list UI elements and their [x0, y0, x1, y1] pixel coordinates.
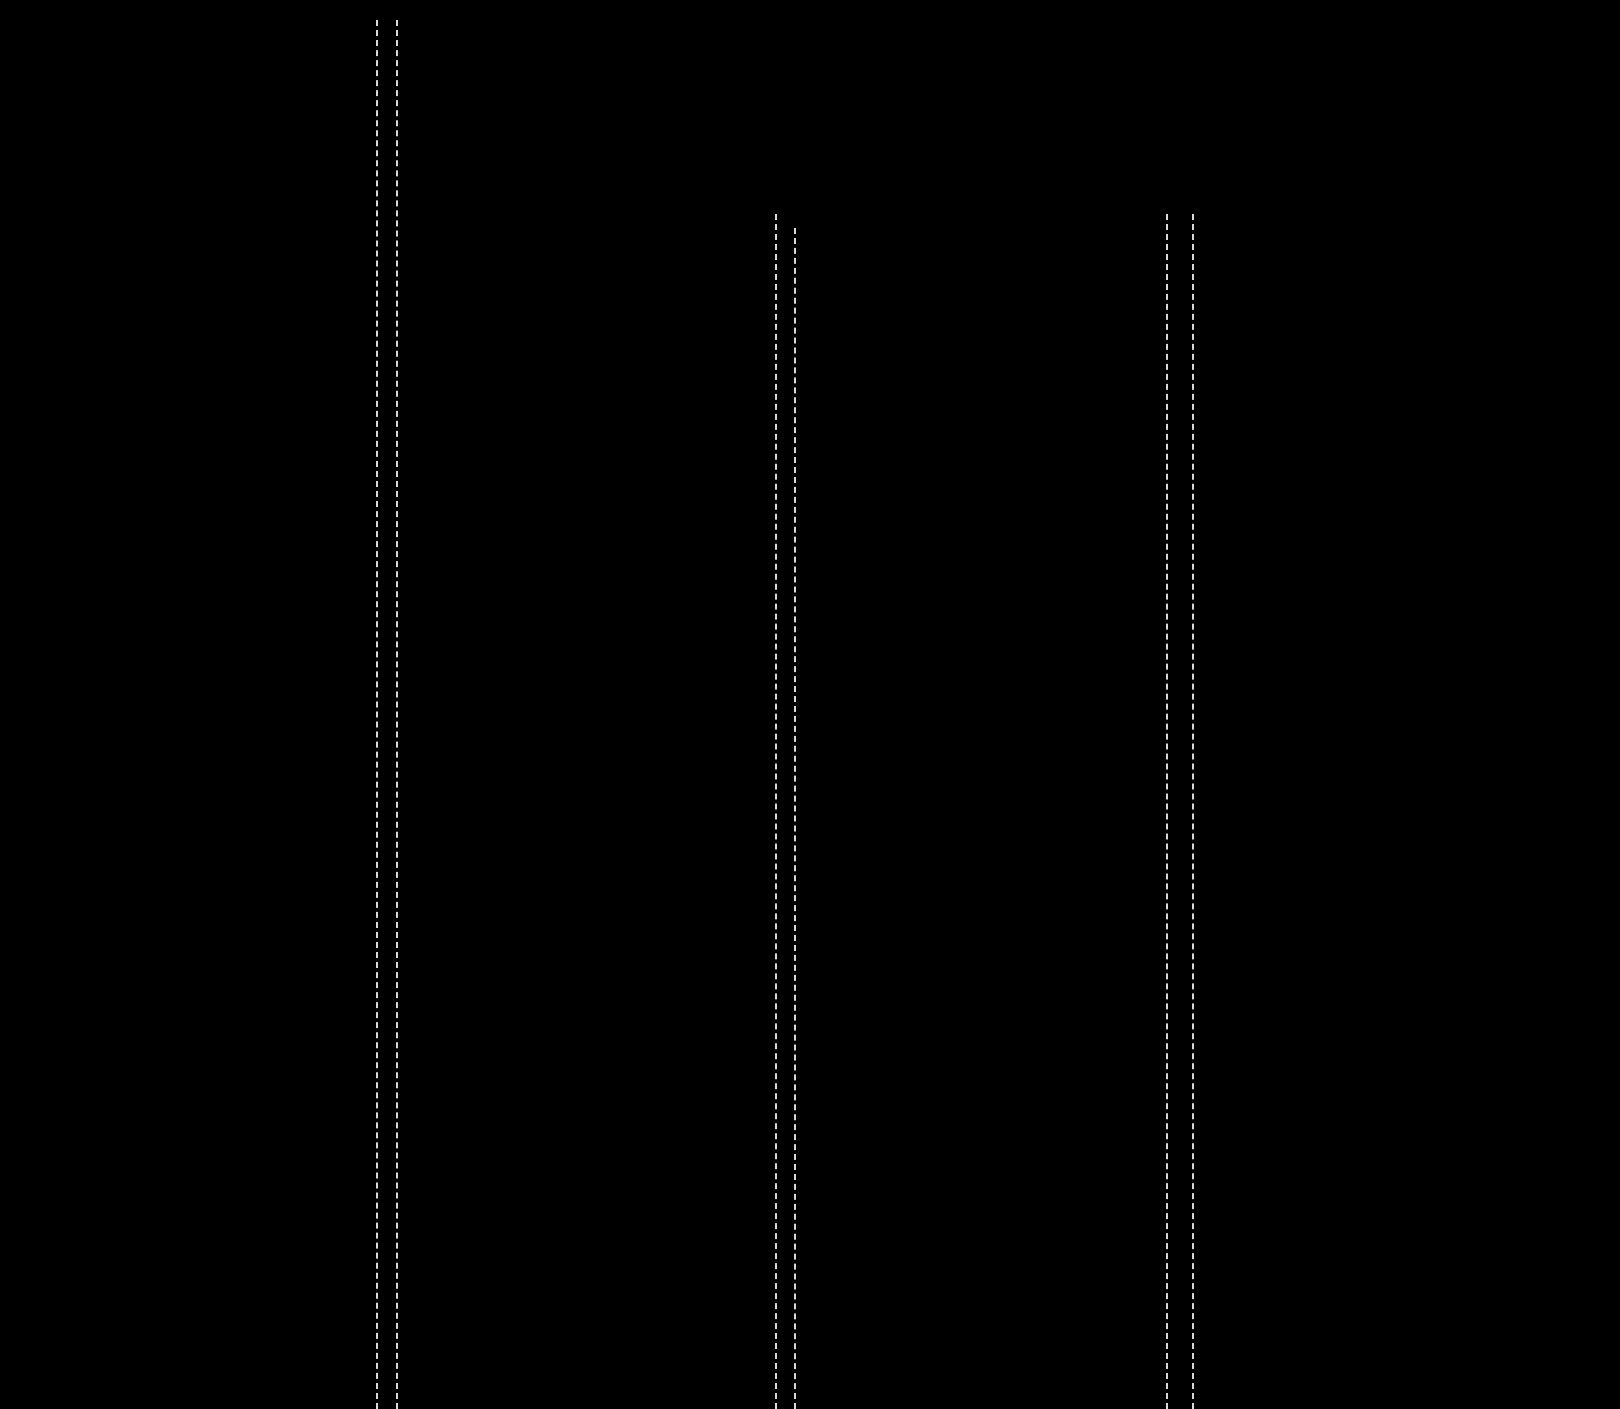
dashed-line-3	[775, 214, 777, 1409]
dashed-line-1	[376, 20, 378, 1409]
dashed-line-2	[396, 20, 398, 1409]
dashed-line-4	[794, 228, 796, 1409]
dashed-line-5	[1166, 214, 1168, 1409]
dashed-line-6	[1192, 214, 1194, 1409]
